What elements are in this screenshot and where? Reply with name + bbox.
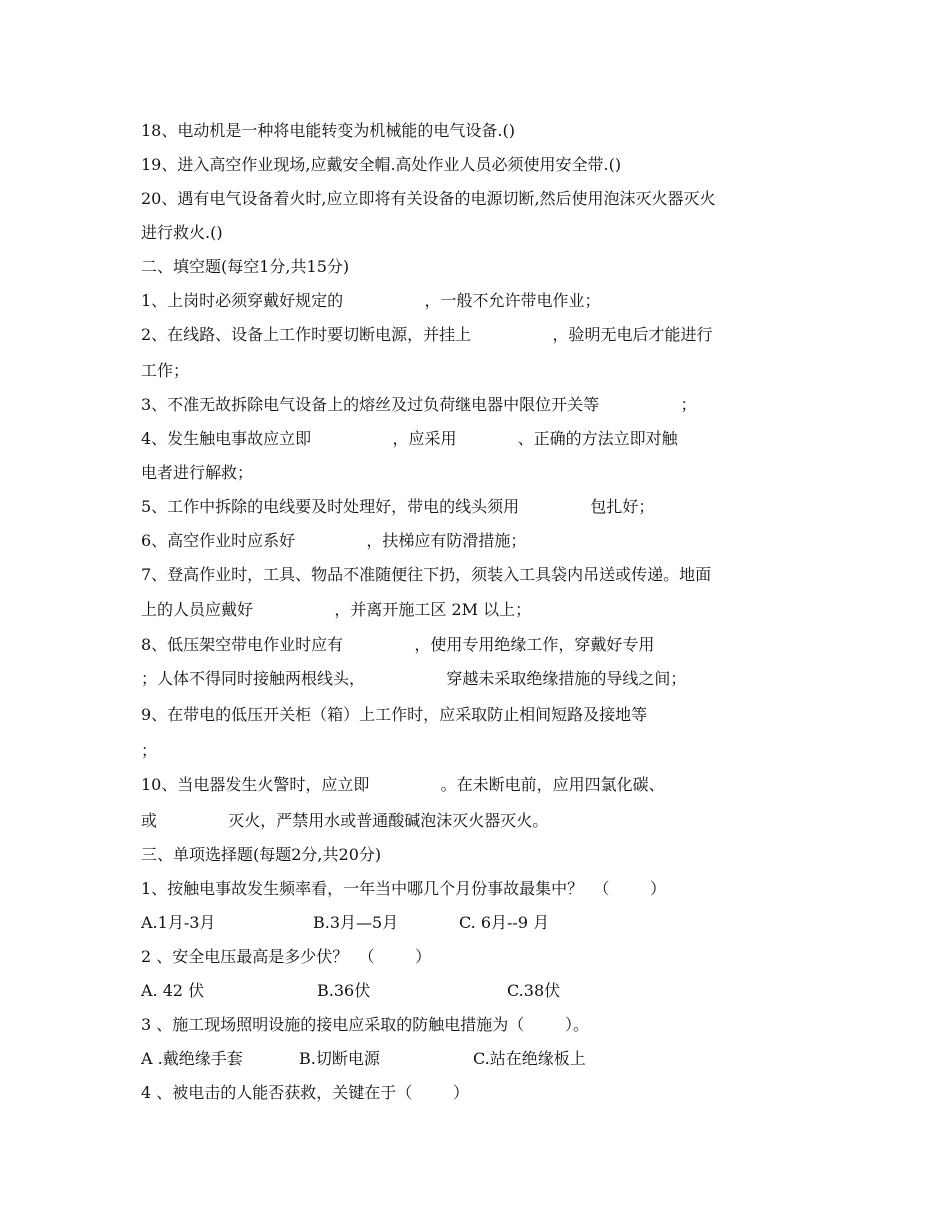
question-fill-5: 5、工作中拆除的电线要及时处理好，带电的线头须用 包扎好； <box>141 497 655 516</box>
question-true-false-20: 20、遇有电气设备着火时,应立即将有关设备的电源切断,然后使用泡沫灭火器灭火 <box>141 189 716 208</box>
question-fill-9: 9、在带电的低压开关柜（箱）上工作时，应采取防止相间短路及接地等 <box>141 705 648 724</box>
option-b: B.3月—5月 <box>313 913 399 932</box>
question-fill-7: 7、登高作业时，工具、物品不准随便往下扔，须装入工具袋内吊送或传递。地面 <box>141 565 712 584</box>
question-fill-2-cont: 工作； <box>141 361 190 380</box>
option-a: A.1月-3月 <box>141 913 216 932</box>
question-fill-10-cont: 或 灭火，严禁用水或普通酸碱泡沫灭火器灭火。 <box>141 811 549 830</box>
option-b: B.36伏 <box>317 981 371 1000</box>
question-fill-4-cont: 电者进行解救； <box>141 463 254 482</box>
question-fill-4: 4、发生触电事故应立即 ，应采用 、正确的方法立即对触 <box>141 429 678 448</box>
question-choice-4: 4 、被电击的人能否获救，关键在于（ ） <box>141 1083 469 1102</box>
option-c: C.38伏 <box>507 981 561 1000</box>
question-fill-2: 2、在线路、设备上工作时要切断电源，并挂上 ，验明无电后才能进行 <box>141 325 713 344</box>
question-fill-1: 1、上岗时必须穿戴好规定的 ，一般不允许带电作业； <box>141 291 601 310</box>
option-c: C. 6月--9 月 <box>459 913 550 932</box>
option-a: A. 42 伏 <box>141 981 205 1000</box>
section-heading-single-choice: 三、单项选择题(每题2分,共20分) <box>141 845 382 864</box>
question-fill-10: 10、当电器发生火警时，应立即 。在未断电前，应用四氯化碳、 <box>141 775 665 794</box>
question-true-false-18: 18、电动机是一种将电能转变为机械能的电气设备.() <box>141 121 515 140</box>
option-b: B.切断电源 <box>299 1049 380 1068</box>
question-fill-7-cont: 上的人员应戴好 ，并离开施工区 2M 以上； <box>141 600 532 619</box>
question-fill-3: 3、不准无故拆除电气设备上的熔丝及过负荷继电器中限位开关等 ； <box>141 395 697 414</box>
question-choice-2: 2 、安全电压最高是多少伏？ （ ） <box>141 947 432 966</box>
question-true-false-20-cont: 进行救火.() <box>141 223 223 242</box>
question-choice-1: 1、按触电事故发生频率看，一年当中哪几个月份事故最集中？ （ ） <box>141 879 667 898</box>
option-a: A .戴绝缘手套 <box>141 1049 243 1068</box>
question-true-false-19: 19、进入高空作业现场,应戴安全帽.高处作业人员必须使用安全带.() <box>141 155 622 174</box>
question-choice-3: 3 、施工现场照明设施的接电应采取的防触电措施为（ ）。 <box>141 1015 589 1034</box>
question-fill-6: 6、高空作业时应系好 ，扶梯应有防滑措施； <box>141 531 527 550</box>
question-fill-8: 8、低压架空带电作业时应有 ，使用专用绝缘工作，穿戴好专用 <box>141 635 655 654</box>
section-heading-fill-in: 二、填空题(每空1分,共15分) <box>141 257 350 276</box>
option-c: C.站在绝缘板上 <box>473 1049 586 1068</box>
question-fill-9-cont: ； <box>141 741 158 760</box>
question-fill-8-cont: ；人体不得同时接触两根线头， 穿越未采取绝缘措施的导线之间； <box>141 669 687 688</box>
